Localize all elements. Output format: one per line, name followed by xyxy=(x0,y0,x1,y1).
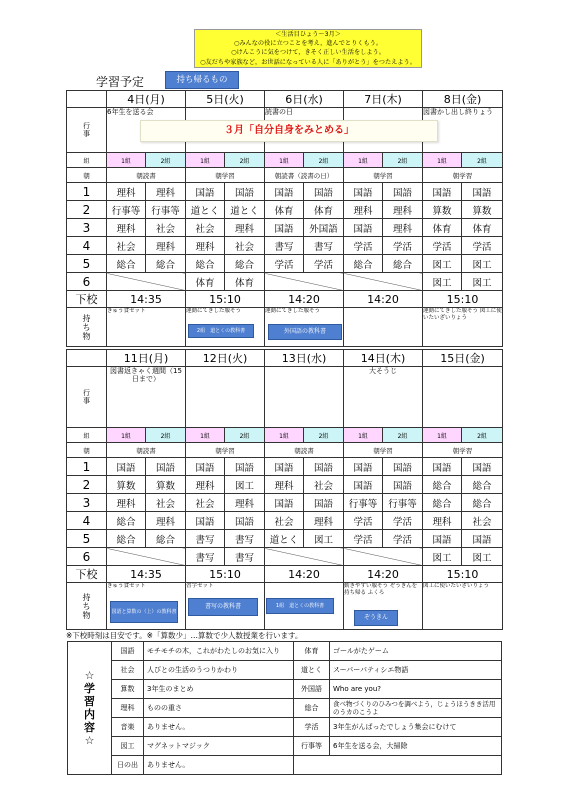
subject-content: マグネットマジック xyxy=(144,737,294,756)
class-cell: 図工 xyxy=(423,255,462,273)
class-cell: 国語 xyxy=(304,458,344,476)
class-cell: 総合 xyxy=(383,255,423,273)
subject-content: 3年生がんばったでしょう集会にむけて xyxy=(330,718,502,737)
class-cell: 国語 xyxy=(107,458,146,476)
morning-cell: 朝読書 xyxy=(265,443,344,458)
class-cell: 総合 xyxy=(344,255,383,273)
group-cell: 1組 xyxy=(344,428,383,443)
period-number: 4 xyxy=(67,237,107,255)
items-cell: 運動にてきした服そう xyxy=(265,308,344,347)
footnote: ※下校時刻は目安です。※「算数少」…算数で少人数授業を行います。 xyxy=(66,631,303,640)
group-cell: 2組 xyxy=(146,153,186,168)
class-cell: 学活 xyxy=(344,530,383,548)
class-cell: 社会 xyxy=(186,494,225,512)
group-cell: 2組 xyxy=(225,153,265,168)
subject-content: スーパーパティシエ物語 xyxy=(330,661,502,680)
group-cell: 1組 xyxy=(265,428,304,443)
goal-line-2: ○けんこうに気をつけて，きそく正しい生活をしよう。 xyxy=(231,49,385,57)
event-cell: 大そうじ xyxy=(344,367,423,428)
learning-content-table xyxy=(67,641,502,775)
class-cell: 総合 xyxy=(186,255,225,273)
class-cell: 書写 xyxy=(225,530,265,548)
class-cell: 国語 xyxy=(225,512,265,530)
group-cell: 2組 xyxy=(304,428,344,443)
group-cell: 1組 xyxy=(423,428,462,443)
day-header: 5日(火) xyxy=(186,91,265,108)
week2-item-tag-japanese-math-textbook: 国語と算数の（上）の教科書 xyxy=(110,601,178,623)
class-cell: 社会 xyxy=(225,237,265,255)
dismissal-time: 14:20 xyxy=(344,291,423,308)
day-header: 11日(月) xyxy=(107,350,186,367)
period-number: 6 xyxy=(67,273,107,291)
class-cell: 総合 xyxy=(462,476,503,494)
morning-cell: 朝学習 xyxy=(344,168,423,183)
period-number: 3 xyxy=(67,219,107,237)
period-number: 1 xyxy=(67,183,107,201)
class-cell: 国語 xyxy=(186,458,225,476)
items-cell: きゅう食セット xyxy=(107,308,186,347)
week2-item-tag-moral-textbook: 1組 道とくの教科書 xyxy=(266,598,334,614)
subject-name: 道とく xyxy=(294,661,330,680)
class-cell: 学活 xyxy=(383,530,423,548)
group-cell: 1組 xyxy=(344,153,383,168)
dismissal-time: 15:10 xyxy=(423,291,503,308)
day-header: 13日(水) xyxy=(265,350,344,367)
events-label: 行 事 xyxy=(67,367,107,428)
morning-cell: 朝学習 xyxy=(423,443,503,458)
morning-cell: 朝読書（読書の日） xyxy=(265,168,344,183)
class-cell: 体育 xyxy=(265,201,304,219)
class-cell: 国語 xyxy=(225,458,265,476)
class-cell: 社会 xyxy=(304,476,344,494)
class-cell: 国語 xyxy=(344,476,383,494)
class-cell: 体育 xyxy=(186,273,225,291)
class-cell: 総合 xyxy=(423,494,462,512)
week1-item-tag-moral-textbook: 2組 道とくの教科書 xyxy=(188,324,254,338)
class-cell: 書写 xyxy=(186,548,225,566)
class-cell: 国語 xyxy=(462,530,503,548)
class-cell: 学活 xyxy=(265,255,304,273)
group-cell: 1組 xyxy=(107,153,146,168)
period-number: 5 xyxy=(67,255,107,273)
class-cell: 社会 xyxy=(107,237,146,255)
week2-schedule-table xyxy=(66,349,503,630)
items-label: 持 ち 物 xyxy=(67,583,107,630)
group-cell: 2組 xyxy=(225,428,265,443)
subject-content: モチモチの木，これがわたしのお気に入り xyxy=(144,642,294,661)
morning-cell: 朝学習 xyxy=(186,443,265,458)
class-cell: 国語 xyxy=(146,458,186,476)
class-cell: 総合 xyxy=(146,530,186,548)
class-cell: 理科 xyxy=(107,183,146,201)
class-cell: 学活 xyxy=(383,237,423,255)
class-cell: 算数 xyxy=(107,476,146,494)
class-cell: 国語 xyxy=(304,183,344,201)
class-cell: 国語 xyxy=(462,458,503,476)
subject-name: 体育 xyxy=(294,642,330,661)
class-cell: 理科 xyxy=(344,201,383,219)
period-number: 2 xyxy=(67,476,107,494)
morning-cell: 朝読書 xyxy=(107,443,186,458)
class-cell: 総合 xyxy=(107,255,146,273)
class-cell: 書写 xyxy=(186,530,225,548)
take-home-items-label: 持ち帰るもの xyxy=(165,71,239,89)
dismissal-time: 14:20 xyxy=(265,291,344,308)
class-cell: 図工 xyxy=(423,548,462,566)
subject-content: ものの重さ xyxy=(144,699,294,718)
class-cell: 理科 xyxy=(107,219,146,237)
class-cell: 体育 xyxy=(462,219,503,237)
goals-title: ＜生活目ひょう～3月＞ xyxy=(275,31,341,38)
class-cell: 総合 xyxy=(146,255,186,273)
event-cell xyxy=(265,367,344,428)
group-cell: 1組 xyxy=(423,153,462,168)
class-cell: 国語 xyxy=(265,219,304,237)
period-number: 5 xyxy=(67,530,107,548)
corner-cell xyxy=(67,350,107,367)
class-cell: 理科 xyxy=(107,494,146,512)
week2-item-tag-calligraphy-textbook: 書写の教科書 xyxy=(188,598,258,616)
class-cell: 外国語 xyxy=(304,219,344,237)
group-cell: 2組 xyxy=(304,153,344,168)
period-number: 3 xyxy=(67,494,107,512)
subject-content: 6年生を送る会，大掃除 xyxy=(330,737,502,756)
class-cell: 行事等 xyxy=(383,494,423,512)
class-cell: 理科 xyxy=(225,219,265,237)
period-number: 6 xyxy=(67,548,107,566)
class-cell: 国語 xyxy=(383,458,423,476)
subject-content: ゴールがたゲーム xyxy=(330,642,502,661)
subject-content: 3年生のまとめ xyxy=(144,680,294,699)
class-cell: 算数 xyxy=(462,201,503,219)
class-cell: 行事等 xyxy=(146,201,186,219)
class-cell: 社会 xyxy=(146,494,186,512)
subject-name: 理科 xyxy=(112,699,144,718)
class-cell: 国語 xyxy=(225,183,265,201)
class-cell: 体育 xyxy=(225,273,265,291)
class-cell: 総合 xyxy=(462,494,503,512)
dismissal-label: 下校 xyxy=(67,291,107,308)
day-header: 7日(木) xyxy=(344,91,423,108)
subject-name: 外国語 xyxy=(294,680,330,699)
class-cell: 算数 xyxy=(146,476,186,494)
class-cell: 国語 xyxy=(383,183,423,201)
class-cell: 国語 xyxy=(186,183,225,201)
class-cell: 理科 xyxy=(423,512,462,530)
empty-class-cell xyxy=(265,273,344,291)
class-cell: 総合 xyxy=(107,530,146,548)
class-cell: 学活 xyxy=(344,512,383,530)
class-cell: 国語 xyxy=(344,458,383,476)
class-cell: 図工 xyxy=(304,530,344,548)
class-cell: 理科 xyxy=(186,476,225,494)
subject-content: ありません。 xyxy=(144,756,294,775)
class-cell: 総合 xyxy=(225,255,265,273)
items-cell: 図工に使いたいざいりょう xyxy=(423,583,503,630)
class-cell: 国語 xyxy=(383,476,423,494)
event-cell: 読書の日 xyxy=(265,108,344,153)
group-cell: 2組 xyxy=(383,153,423,168)
class-cell: 理科 xyxy=(186,237,225,255)
items-cell: 運動にてきした服そう 図工に使いたいざいりょう xyxy=(423,308,503,347)
morning-cell: 朝学習 xyxy=(423,168,503,183)
morning-cell: 朝学習 xyxy=(344,443,423,458)
group-cell: 1組 xyxy=(186,153,225,168)
class-cell: 国語 xyxy=(423,183,462,201)
class-cell: 理科 xyxy=(225,494,265,512)
items-cell xyxy=(344,308,423,347)
group-cell: 1組 xyxy=(107,428,146,443)
class-cell: 図工 xyxy=(462,548,503,566)
class-cell: 総合 xyxy=(107,512,146,530)
class-cell: 道とく xyxy=(265,530,304,548)
subject-name: 日の出 xyxy=(112,756,144,775)
class-cell: 道とく xyxy=(186,201,225,219)
event-cell: 図書かし出し終りょう xyxy=(423,108,503,153)
class-cell: 社会 xyxy=(186,219,225,237)
group-cell: 1組 xyxy=(186,428,225,443)
group-cell: 1組 xyxy=(265,153,304,168)
day-header: 6日(水) xyxy=(265,91,344,108)
class-cell: 学活 xyxy=(383,512,423,530)
period-number: 2 xyxy=(67,201,107,219)
morning-cell: 朝学習 xyxy=(186,168,265,183)
goal-line-1: ○みんなの役に立つことを考え，進んでとりくもう。 xyxy=(233,40,383,48)
class-cell: 体育 xyxy=(304,201,344,219)
period-number: 1 xyxy=(67,458,107,476)
class-cell: 理科 xyxy=(146,237,186,255)
subject-name: 学活 xyxy=(294,718,330,737)
group-cell: 2組 xyxy=(462,428,503,443)
day-header: 4日(月) xyxy=(107,91,186,108)
group-cell: 2組 xyxy=(383,428,423,443)
class-cell: 書写 xyxy=(304,237,344,255)
items-cell: 習字セット xyxy=(186,583,265,630)
class-cell: 国語 xyxy=(462,183,503,201)
class-cell: 学活 xyxy=(423,237,462,255)
event-cell: 6年生を送る会 xyxy=(107,108,186,153)
dismissal-time: 15:10 xyxy=(186,291,265,308)
event-cell xyxy=(423,367,503,428)
empty-class-cell xyxy=(107,273,186,291)
subject-name: 国語 xyxy=(112,642,144,661)
class-cell: 国語 xyxy=(344,219,383,237)
class-cell: 理科 xyxy=(146,183,186,201)
morning-cell: 朝読書 xyxy=(107,168,186,183)
class-cell: 国語 xyxy=(265,494,304,512)
class-cell: 学活 xyxy=(304,255,344,273)
subject-name: 行事等 xyxy=(294,737,330,756)
class-cell: 国語 xyxy=(186,512,225,530)
class-cell: 理科 xyxy=(304,512,344,530)
class-cell: 図工 xyxy=(462,273,503,291)
class-cell: 書写 xyxy=(225,548,265,566)
class-cell: 国語 xyxy=(265,458,304,476)
class-cell: 算数 xyxy=(423,201,462,219)
class-cell: 図工 xyxy=(462,255,503,273)
empty-class-cell xyxy=(265,548,344,566)
schedule-title: 学習予定 xyxy=(96,75,145,89)
class-cell: 国語 xyxy=(423,458,462,476)
items-cell: 動きやすい服そう ぞうきんを持ち帰る ふくろ xyxy=(344,583,423,630)
items-label: 持 ち 物 xyxy=(67,308,107,347)
class-cell: 学活 xyxy=(344,237,383,255)
morning-label: 朝 xyxy=(67,168,107,183)
morning-label: 朝 xyxy=(67,443,107,458)
day-header: 15日(金) xyxy=(423,350,503,367)
dismissal-time: 14:20 xyxy=(344,566,423,583)
monthly-goals-box xyxy=(194,29,422,68)
subject-name: 算数 xyxy=(112,680,144,699)
class-cell: 道とく xyxy=(225,201,265,219)
day-header: 14日(木) xyxy=(344,350,423,367)
dismissal-time: 14:35 xyxy=(107,291,186,308)
class-cell: 国語 xyxy=(304,494,344,512)
class-cell: 国語 xyxy=(423,530,462,548)
learning-content-title: ☆ 学 習 内 容 ☆ xyxy=(68,642,112,775)
class-cell: 体育 xyxy=(423,219,462,237)
day-header: 8日(金) xyxy=(423,91,503,108)
subject-name: 音楽 xyxy=(112,718,144,737)
dismissal-time: 14:20 xyxy=(265,566,344,583)
empty-class-cell xyxy=(107,548,186,566)
class-cell: 理科 xyxy=(146,512,186,530)
class-cell: 書写 xyxy=(265,237,304,255)
class-cell: 図工 xyxy=(423,273,462,291)
empty-class-cell xyxy=(344,273,423,291)
group-label: 組 xyxy=(67,153,107,168)
class-cell: 国語 xyxy=(344,183,383,201)
monthly-theme-banner: ３月「自分自身をみとめる」 xyxy=(140,120,438,142)
subject-content: 人びとの生活のうつりかわり xyxy=(144,661,294,680)
class-cell: 学活 xyxy=(462,237,503,255)
event-cell xyxy=(186,367,265,428)
empty-cell xyxy=(294,756,502,775)
class-cell: 理科 xyxy=(265,476,304,494)
class-cell: 社会 xyxy=(462,512,503,530)
subject-content: Who are you? xyxy=(330,680,502,699)
subject-name: 図工 xyxy=(112,737,144,756)
week1-item-tag-english-textbook: 外国語の教科書 xyxy=(268,324,342,340)
class-cell: 国語 xyxy=(265,183,304,201)
period-number: 4 xyxy=(67,512,107,530)
class-cell: 行事等 xyxy=(107,201,146,219)
subject-content: 食べ物づくりのひみつを調べよう，じょうほうきき活用のうカのこうよ xyxy=(330,699,502,718)
event-cell: 図書返きゃく週間（15日まで） xyxy=(107,367,186,428)
group-cell: 2組 xyxy=(462,153,503,168)
subject-name: 社会 xyxy=(112,661,144,680)
class-cell: 図工 xyxy=(225,476,265,494)
corner-cell xyxy=(67,91,107,108)
items-cell: 運動にてきした服そう xyxy=(186,308,265,347)
day-header: 12日(火) xyxy=(186,350,265,367)
class-cell: 総合 xyxy=(423,476,462,494)
class-cell: 行事等 xyxy=(344,494,383,512)
week2-item-tag-rag: ぞうきん xyxy=(354,610,398,626)
items-cell: きゅう食セット xyxy=(107,583,186,630)
dismissal-time: 15:10 xyxy=(423,566,503,583)
dismissal-label: 下校 xyxy=(67,566,107,583)
events-label: 行 事 xyxy=(67,108,107,153)
class-cell: 理科 xyxy=(383,219,423,237)
class-cell: 理科 xyxy=(383,201,423,219)
class-cell: 社会 xyxy=(146,219,186,237)
goal-line-3: ○友だちや家族など，お世話になっている人に「ありがとう」をつたえよう。 xyxy=(200,58,416,66)
dismissal-time: 15:10 xyxy=(186,566,265,583)
group-label: 組 xyxy=(67,428,107,443)
group-cell: 2組 xyxy=(146,428,186,443)
dismissal-time: 14:35 xyxy=(107,566,186,583)
subject-name: 総合 xyxy=(294,699,330,718)
class-cell: 社会 xyxy=(265,512,304,530)
subject-content: ありません。 xyxy=(144,718,294,737)
empty-class-cell xyxy=(344,548,423,566)
